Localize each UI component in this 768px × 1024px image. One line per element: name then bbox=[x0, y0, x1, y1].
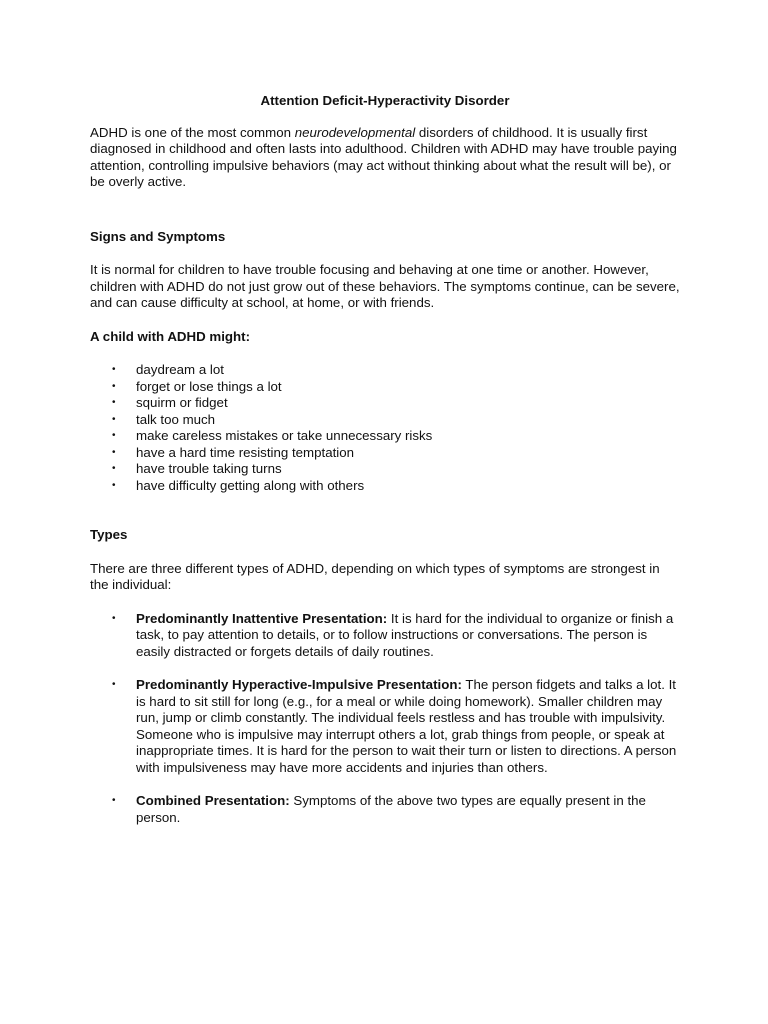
bullet-icon: • bbox=[112, 446, 116, 458]
symptom-text: daydream a lot bbox=[136, 362, 224, 377]
list-item bbox=[90, 793, 680, 826]
spacer bbox=[90, 594, 680, 611]
type-description: The person fidgets and talks a lot. It is hard to sit still for long (e.g., for a meal or while doing homework). Smaller children may run, jump or climb constantly. The individual feels restless and has trouble with impulsivity. Someone who is impulsive may interrupt others a lot, grab things from people, or speak at inappropriate times. It is hard for the person to wait their turn or listen to directions. A person with impulsiveness may have more accidents and injuries than others. bbox=[136, 677, 677, 775]
symptom-text: have difficulty getting along with others bbox=[136, 477, 365, 493]
bullet-icon: • bbox=[112, 795, 116, 806]
child-might-heading: A child with ADHD might: bbox=[90, 328, 251, 344]
type-name: Predominantly Inattentive Presentation: bbox=[136, 610, 388, 626]
signs-paragraph: It is normal for children to have trouble focusing and behaving at one time or another. However, children with ADHD do not just grow out of these behaviors. The symptoms continue, can be severe, and can cause difficulty at school, at home, or with friends. bbox=[90, 262, 680, 310]
types-list bbox=[90, 611, 680, 827]
bullet-icon: • bbox=[112, 612, 116, 624]
intro-text-end: disorders of childhood. It is usually first diagnosed in childhood and often lasts into adulthood. Children with ADHD may have trouble paying attention, controlling impulsive behaviors (may act without thinking about what the result will be), or be overly active. bbox=[90, 124, 677, 189]
symptom-text: make careless mistakes or take unnecessary risks bbox=[136, 428, 433, 443]
intro-paragraph bbox=[90, 125, 680, 191]
list-item bbox=[90, 445, 680, 462]
spacer bbox=[90, 191, 680, 229]
symptom-list bbox=[90, 362, 680, 494]
document-page bbox=[90, 93, 680, 843]
type-description: Symptoms of the above two types are equally present in the person. bbox=[136, 793, 646, 825]
spacer bbox=[90, 345, 680, 362]
bullet-icon: • bbox=[112, 463, 116, 474]
type-description: It is hard for the individual to organize or finish a task, to pay attention to details, or to follow instructions or conversations. The person is easily distracted or forgets details of daily routines. bbox=[136, 610, 674, 659]
symptom-text: squirm or fidget bbox=[136, 395, 228, 410]
list-item bbox=[90, 428, 680, 445]
bullet-icon: • bbox=[112, 380, 116, 392]
symptom-text: forget or lose things a lot bbox=[136, 378, 282, 394]
symptom-text: talk too much bbox=[136, 411, 216, 427]
bullet-icon: • bbox=[112, 430, 116, 441]
bullet-icon: • bbox=[112, 479, 116, 491]
types-paragraph: There are three different types of ADHD, depending on which types of symptoms are strongest in the individual: bbox=[90, 560, 660, 592]
list-item bbox=[90, 478, 680, 495]
spacer bbox=[90, 494, 680, 527]
bullet-icon: • bbox=[112, 679, 116, 690]
list-item bbox=[90, 677, 680, 776]
list-item bbox=[90, 412, 680, 429]
types-heading: Types bbox=[90, 527, 128, 542]
list-item bbox=[90, 461, 680, 478]
spacer bbox=[90, 544, 680, 561]
list-item bbox=[90, 611, 680, 661]
list-item bbox=[90, 395, 680, 412]
intro-term: neurodevelopmental bbox=[294, 124, 416, 140]
signs-heading: Signs and Symptoms bbox=[90, 228, 226, 244]
list-item bbox=[90, 362, 680, 379]
bullet-icon: • bbox=[112, 397, 116, 408]
type-name: Predominantly Hyperactive-Impulsive Presentation: bbox=[136, 677, 462, 692]
spacer bbox=[90, 312, 680, 329]
document-title: Attention Deficit-Hyperactivity Disorder bbox=[260, 93, 510, 108]
list-item bbox=[90, 379, 680, 396]
type-name: Combined Presentation: bbox=[136, 793, 290, 808]
intro-text-start: ADHD is one of the most common bbox=[90, 124, 295, 140]
symptom-text: have a hard time resisting temptation bbox=[136, 444, 355, 460]
bullet-icon: • bbox=[112, 364, 116, 375]
bullet-icon: • bbox=[112, 413, 116, 425]
spacer bbox=[90, 245, 680, 262]
symptom-text: have trouble taking turns bbox=[136, 461, 282, 476]
